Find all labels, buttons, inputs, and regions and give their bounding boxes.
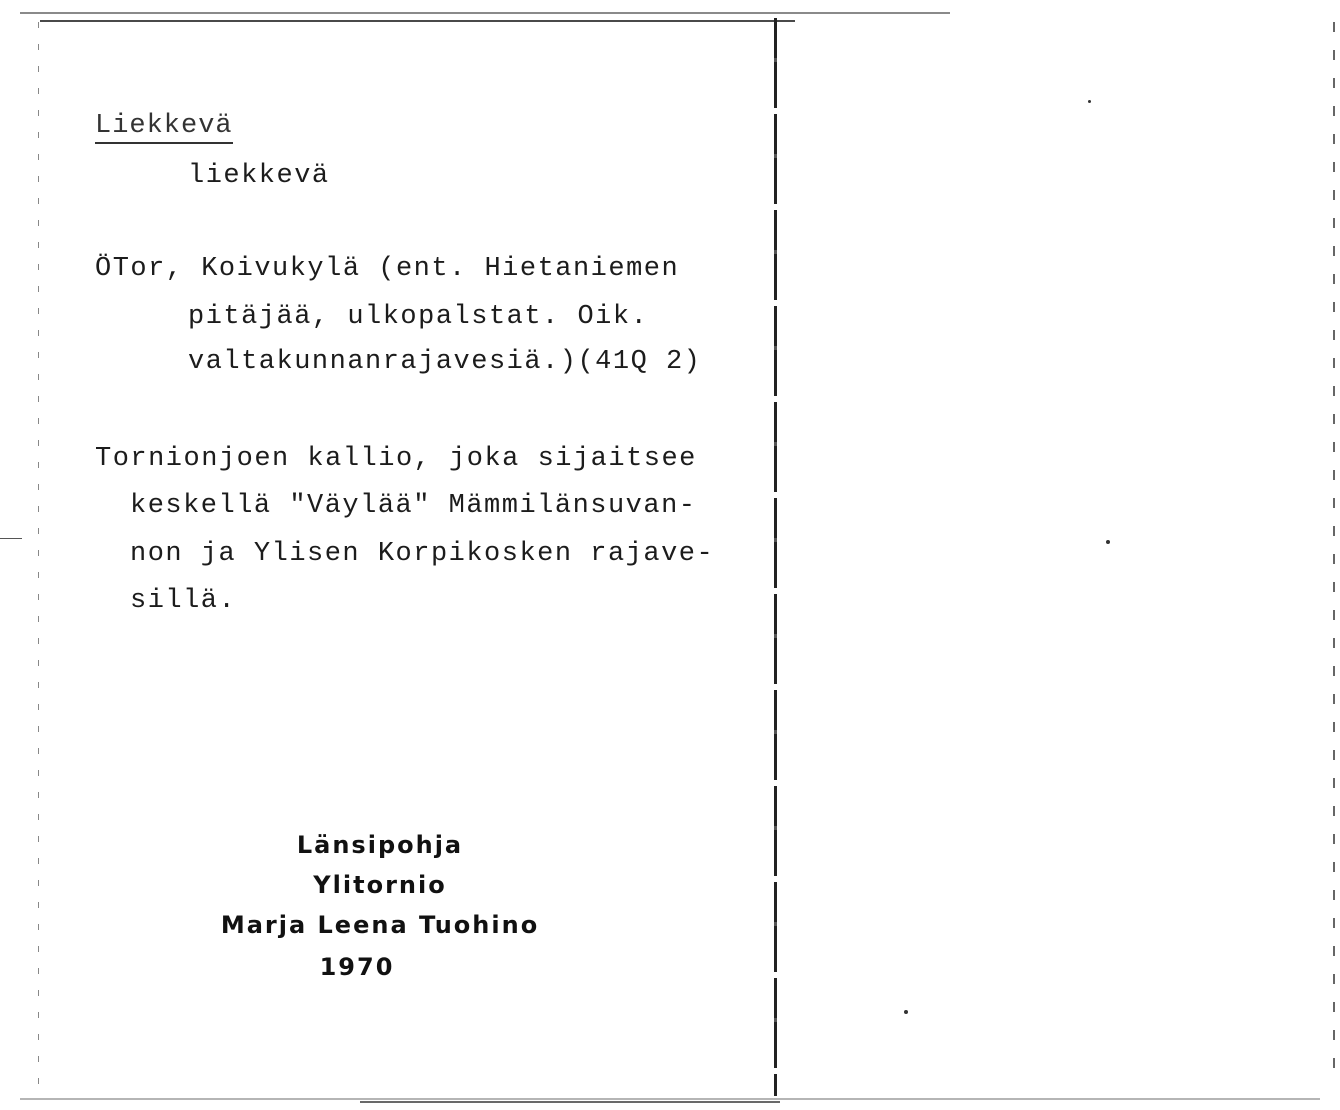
stamp-parish: Ylitornio	[313, 871, 447, 899]
left-margin-tick	[0, 538, 22, 539]
card-center-fold	[774, 18, 777, 1096]
card-right-edge	[1333, 22, 1335, 1082]
card-bottom-edge	[20, 1098, 1320, 1100]
card-bottom-border	[360, 1101, 780, 1103]
stamp-collector: Marja Leena Tuohino	[220, 911, 540, 939]
scan-speck	[904, 1010, 908, 1014]
scan-speck	[1088, 100, 1091, 103]
entry-heading: Liekkevä	[95, 110, 233, 144]
entry-headword: liekkevä	[188, 161, 330, 191]
description-line-3: non ja Ylisen Korpikosken rajave-	[130, 539, 715, 569]
card-top-border	[40, 20, 795, 22]
stamp-year: 1970	[319, 953, 395, 981]
location-line-2: pitäjää, ulkopalstat. Oik.	[188, 302, 649, 332]
description-line-2: keskellä "Väylää" Mämmilänsuvan-	[130, 491, 697, 521]
description-line-4: sillä.	[130, 586, 237, 616]
stamp-region: Länsipohja	[296, 831, 464, 859]
card-top-edge	[20, 12, 950, 14]
card-left-edge	[38, 22, 39, 1092]
scan-speck	[1106, 540, 1110, 544]
description-line-1: Tornionjoen kallio, joka sijaitsee	[95, 444, 697, 474]
location-line-1: ÖTor, Koivukylä (ent. Hietaniemen	[95, 254, 680, 284]
location-line-3: valtakunnanrajavesiä.)(41Q 2)	[188, 347, 702, 377]
